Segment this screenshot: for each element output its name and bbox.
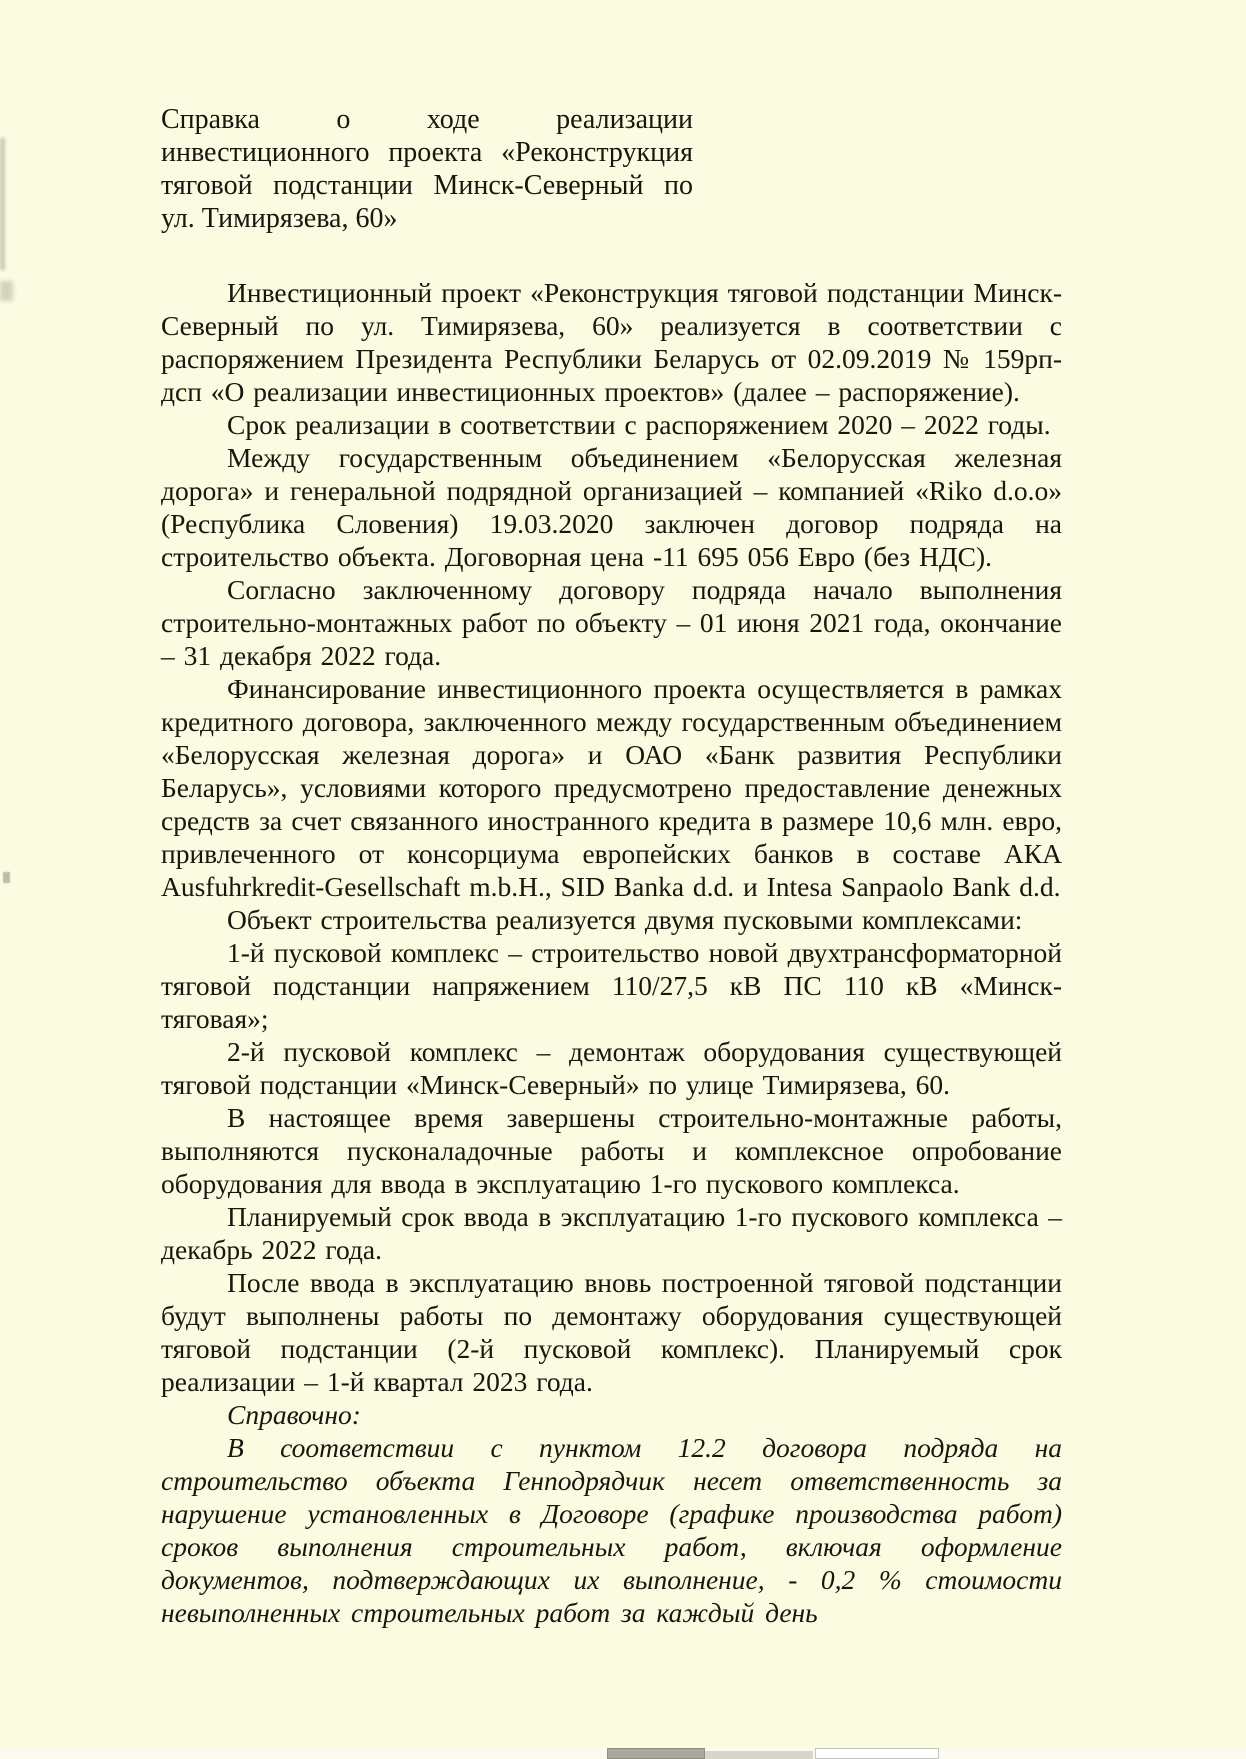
document-title-line: ул. Тимирязева, 60» [161,203,398,234]
paragraph: Согласно заключенному договору подряда начало выполнения строительно-монтажных работ по объекту – 01 июня 2021 года, окончание – 31 декабря 2022 года. [161,574,1062,671]
paragraph: Между государственным объединением «Белорусская железная дорога» и генеральной подрядной организацией – компанией «Riko d.o.o» (Республика Словения) 19.03.2020 заключен договор подряда на строительство объекта. Договорная цена -11 695 056 Евро (без НДС). [161,442,1062,572]
paragraph: Финансирование инвестиционного проекта осуществляется в рамках кредитного договора, заключенного между государственным объединением «Белорусская железная дорога» и ОАО «Банк развития Республики Беларусь», условиями которого предусмотрено предоставление денежных средств за счет связанного иностранного кредита в размере 10,6 млн. евро, привлеченного от консорциума европейских банков в составе АКА Ausfuhrkredit-Gesellschaft m.b.H., SID Banka d.d. и Intesa Sanpaolo Bank d.d. [161,673,1062,902]
paragraph: В настоящее время завершены строительно-монтажные работы, выполняются пусконаладочные работы и комплексное опробование оборудования для ввода в эксплуатацию 1-го пускового комплекса. [161,1102,1062,1199]
paragraph: Срок реализации в соответствии с распоряжением 2020 – 2022 годы. [227,409,1051,440]
paragraph: 2-й пусковой комплекс – демонтаж оборудования существующей тяговой подстанции «Минск-Северный» по улице Тимирязева, 60. [161,1036,1062,1100]
paragraph-reference-note-label: Справочно: [227,1399,361,1430]
ui-fragment [607,1748,705,1759]
paragraph: Инвестиционный проект «Реконструкция тяговой подстанции Минск-Северный по ул. Тимирязева, 60» реализуется в соответствии с распоряжением Президента Республики Беларусь от 02.09.2019 № 159рп-дсп «О реализации инвестиционных проектов» (далее – распоряжение). [161,277,1062,407]
ui-fragment [815,1748,939,1759]
ui-fragment [705,1751,813,1759]
scan-artifact-smudge [0,281,13,301]
paragraph: После ввода в эксплуатацию вновь построенной тяговой подстанции будут выполнены работы по демонтажу оборудования существующей тяговой подстанции (2-й пусковой комплекс). Планируемый срок реализации – 1-й квартал 2023 года. [161,1267,1062,1397]
scan-artifact-tick [3,872,10,883]
document-title [161,103,693,235]
document-body [161,276,1062,1629]
paragraph: Объект строительства реализуется двумя пусковыми комплексами: [227,904,1023,935]
document-content [161,103,1062,1629]
screen-bottom-edge [0,1748,1246,1759]
paragraph-reference-note: В соответствии с пунктом 12.2 договора подряда на строительство объекта Генподрядчик несет ответственность за нарушение установленных в Договоре (графике производства работ) сроков выполнения строительных работ, включая оформление документов, подтверждающих их выполнение, - 0,2 % стоимости невыполненных строительных работ за каждый день [161,1432,1062,1628]
paragraph: Планируемый срок ввода в эксплуатацию 1-го пускового комплекса – декабрь 2022 года. [161,1201,1062,1265]
paragraph: 1-й пусковой комплекс – строительство новой двухтрансформаторной тяговой подстанции напряжением 110/27,5 кВ ПС 110 кВ «Минск-тяговая»; [161,937,1062,1034]
document-title-line: инвестиционного проекта «Реконструкция [161,137,693,168]
scan-artifact-smudge [0,138,5,270]
document-title-line: Справка о ходе реализации [161,104,693,135]
document-title-line: тяговой подстанции Минск-Северный по [161,170,693,201]
